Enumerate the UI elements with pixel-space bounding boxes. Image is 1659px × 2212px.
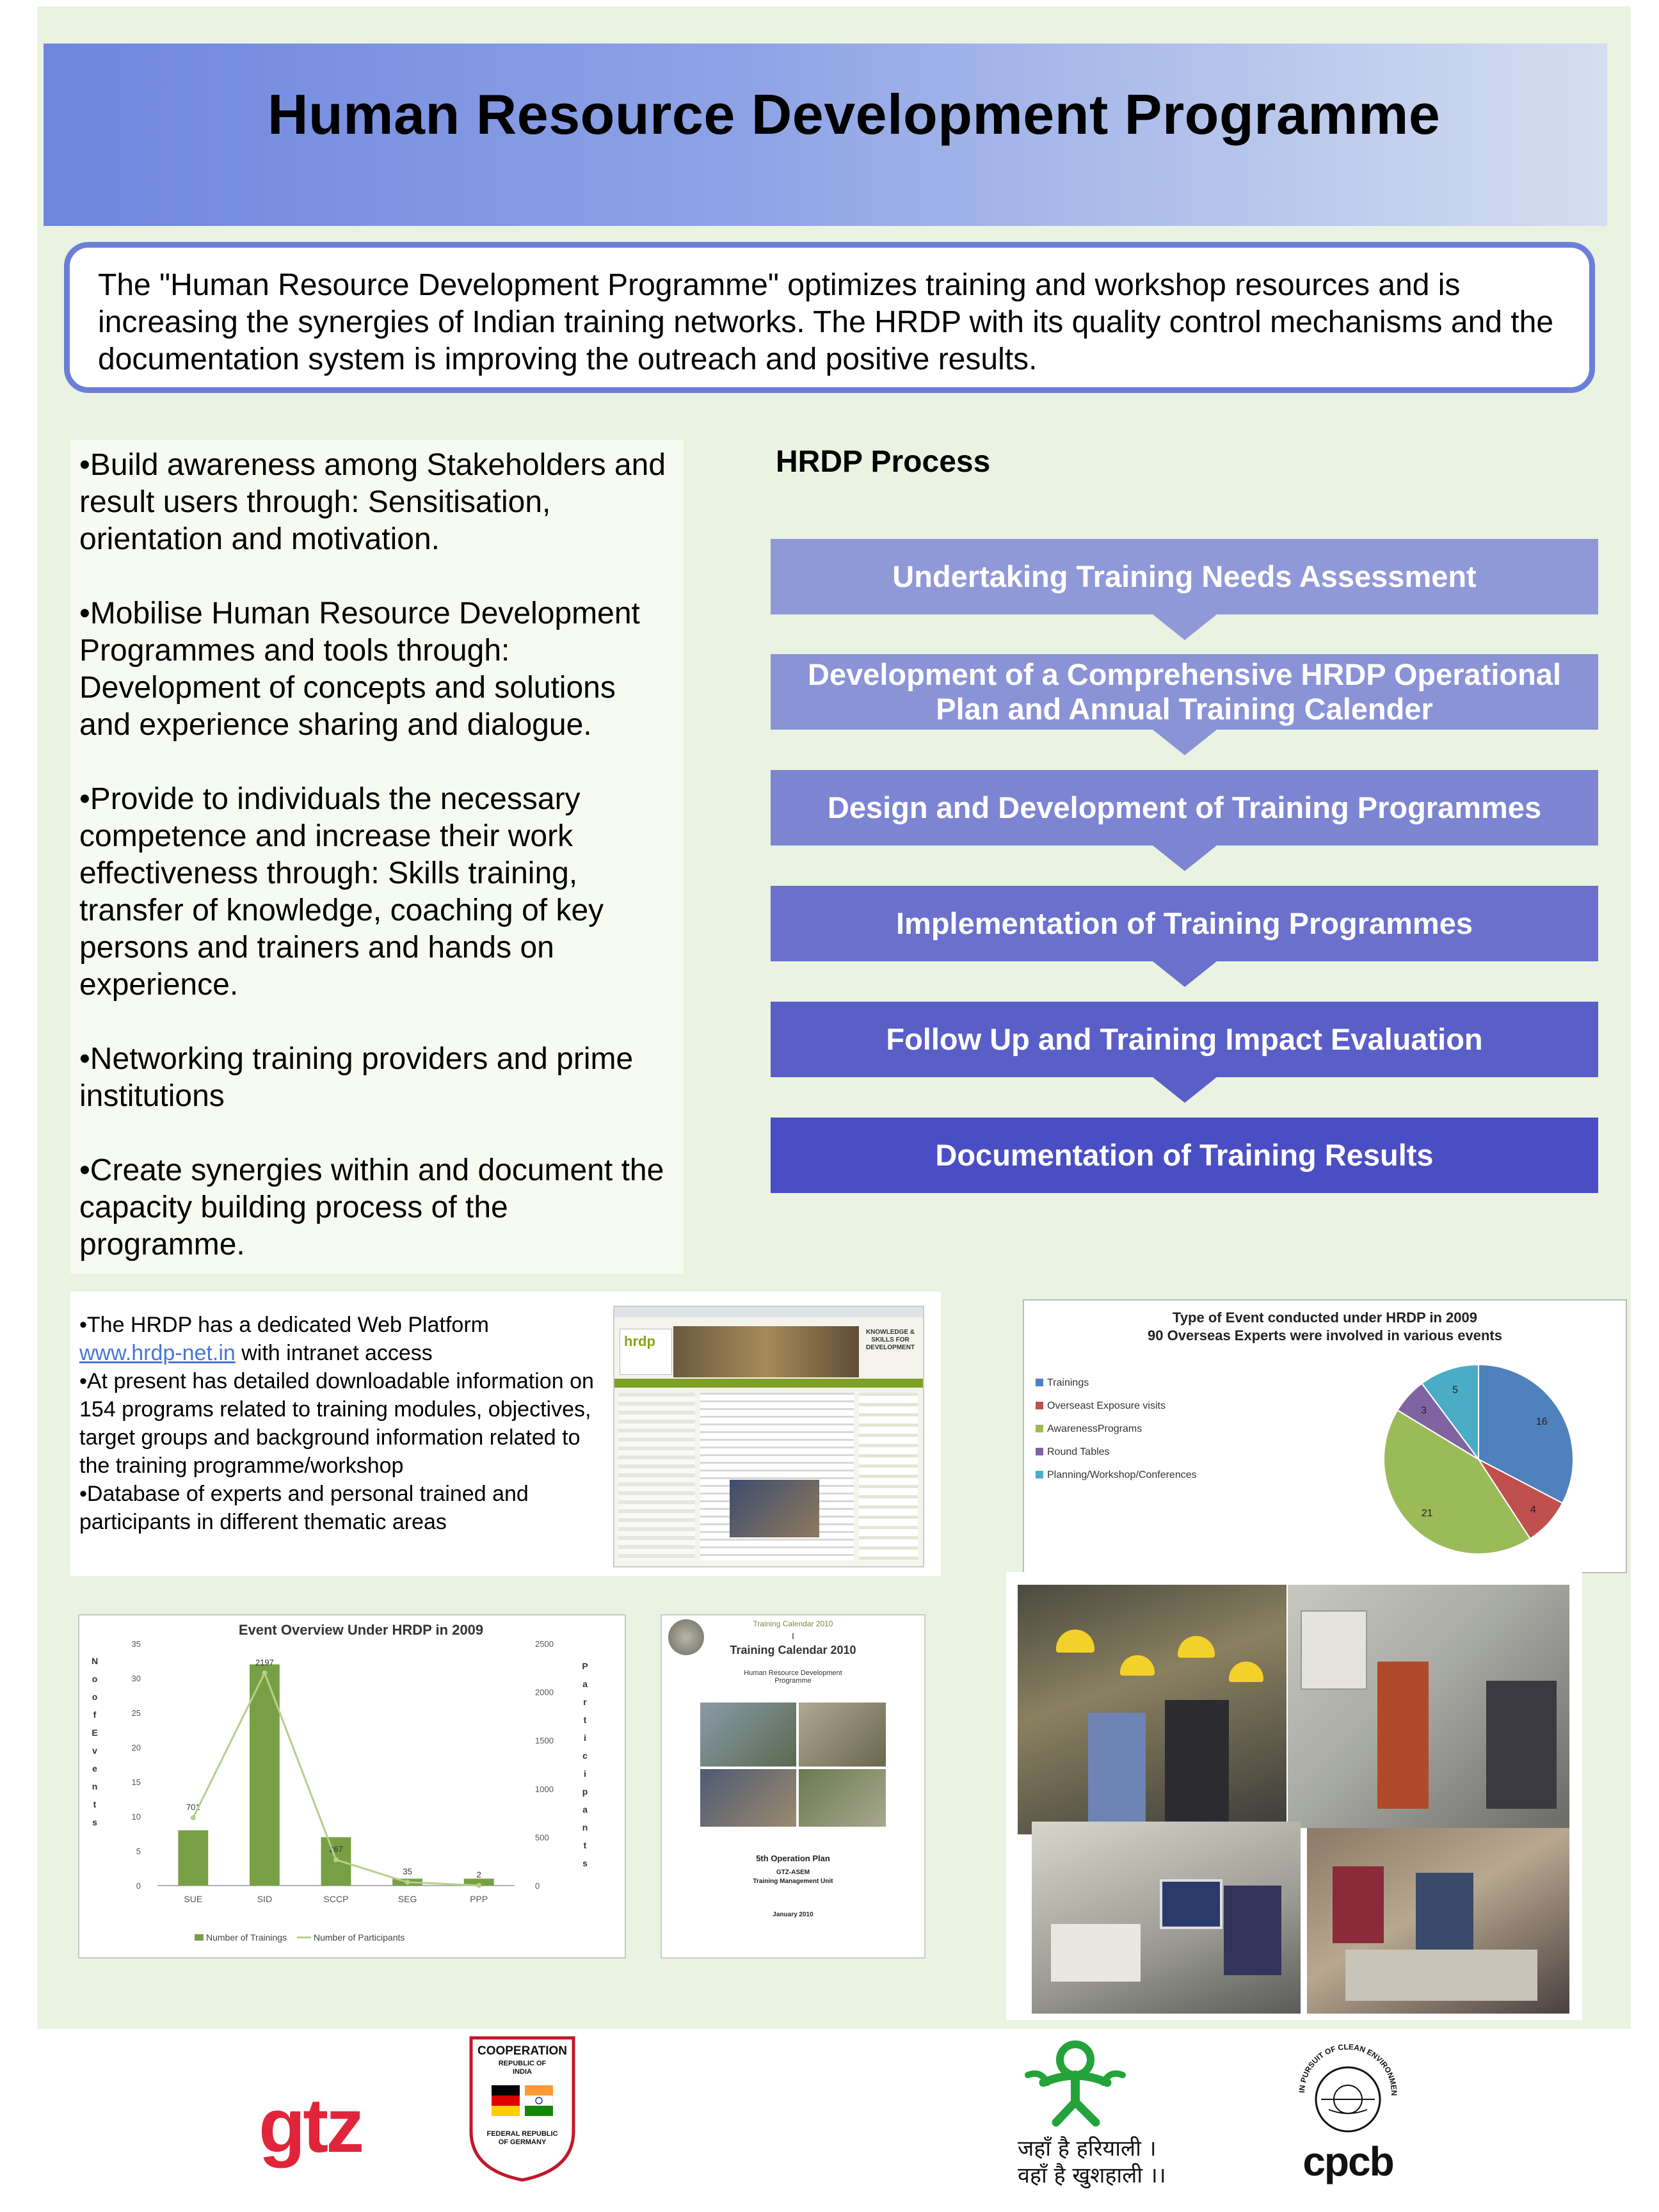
pie-chart-title: Type of Event conducted under HRDP in 2009 bbox=[1173, 1310, 1477, 1326]
y-axis-title-letter: v bbox=[92, 1745, 97, 1756]
y2-axis-title-letter: c bbox=[582, 1751, 588, 1761]
y-axis-title-letter: e bbox=[92, 1763, 97, 1774]
calendar-plan: 5th Operation Plan bbox=[756, 1854, 830, 1863]
web-line-2: with intranet access bbox=[235, 1341, 433, 1365]
calendar-unit-2: Training Management Unit bbox=[753, 1878, 833, 1885]
y-axis-title-letter: n bbox=[92, 1781, 98, 1791]
bar-chart-box bbox=[78, 1614, 626, 1959]
y-axis-title-letter: o bbox=[92, 1674, 98, 1684]
cooperation-country-2: FEDERAL REPUBLIC OF GERMANY bbox=[486, 2130, 558, 2146]
y-tick-label: 20 bbox=[131, 1743, 141, 1752]
line-point bbox=[262, 1671, 267, 1676]
process-step: Follow Up and Training Impact Evaluation bbox=[771, 1002, 1598, 1077]
legend-label: Number of Trainings bbox=[206, 1932, 287, 1943]
process-step: Development of a Comprehensive HRDP Operational Plan and Annual Training Calender bbox=[771, 654, 1598, 730]
y2-axis-title-letter: a bbox=[582, 1804, 588, 1815]
pie-legend-swatch bbox=[1036, 1448, 1043, 1455]
objective-item: •Create synergies within and document the capacity building process of the programme. bbox=[79, 1153, 664, 1262]
bar bbox=[178, 1831, 208, 1886]
pie-legend-label: Planning/Workshop/Conferences bbox=[1047, 1470, 1197, 1480]
calendar-header: Training Calendar 2010 bbox=[753, 1619, 833, 1628]
calendar-unit-1: GTZ-ASEM bbox=[776, 1869, 810, 1876]
pie-slice-label: 5 bbox=[1452, 1384, 1459, 1396]
pie-legend-swatch bbox=[1036, 1402, 1043, 1409]
pie-legend-swatch bbox=[1036, 1379, 1043, 1386]
y2-axis-title-letter: i bbox=[584, 1733, 586, 1743]
y2-tick-label: 500 bbox=[535, 1832, 549, 1843]
y2-axis-title-letter: s bbox=[582, 1858, 588, 1868]
y-axis-title-letter: o bbox=[92, 1692, 98, 1702]
y-axis-title-letter: t bbox=[93, 1799, 97, 1809]
y2-axis-title-letter: t bbox=[583, 1715, 587, 1725]
y-tick-label: 25 bbox=[131, 1708, 141, 1718]
website-logo: hrdp bbox=[624, 1333, 655, 1349]
x-tick-label: SCCP bbox=[323, 1894, 349, 1904]
process-arrow-icon bbox=[1153, 961, 1217, 987]
web-platform-box bbox=[70, 1292, 941, 1576]
bar-chart-title: Event Overview Under HRDP in 2009 bbox=[238, 1622, 484, 1638]
hindi-slogan-1: जहाँ है हरियाली । bbox=[1018, 2136, 1157, 2161]
calendar-photo bbox=[799, 1769, 886, 1827]
tree-figure-icon bbox=[1005, 2038, 1197, 2128]
data-label: 2 bbox=[476, 1870, 481, 1880]
web-platform-text bbox=[79, 1311, 604, 1536]
photo-computer-lab bbox=[1032, 1822, 1301, 2014]
pie-legend-swatch bbox=[1036, 1425, 1043, 1432]
y-axis-title-letter: N bbox=[91, 1656, 99, 1666]
pie-legend-label: Overseast Exposure visits bbox=[1047, 1400, 1166, 1411]
page-title: Human Resource Development Programme bbox=[268, 83, 1441, 146]
training-calendar-cover bbox=[661, 1614, 926, 1959]
objective-item: •Networking training providers and prime institutions bbox=[79, 1042, 634, 1113]
cooperation-country-1: REPUBLIC OF INDIA bbox=[498, 2060, 547, 2076]
calendar-photo bbox=[799, 1703, 886, 1767]
process-step: Implementation of Training Programmes bbox=[771, 886, 1598, 961]
gtz-logo: gtz bbox=[259, 2083, 362, 2168]
objective-item: •Provide to individuals the necessary competence and increase their work effectiveness through: Skills training, transfer of knowledge, coaching of key persons and trainers and hands on experience. bbox=[79, 782, 604, 1002]
pie-slice-label: 21 bbox=[1421, 1507, 1433, 1519]
calendar-date: January 2010 bbox=[773, 1911, 813, 1918]
process-title: HRDP Process bbox=[776, 445, 991, 479]
pie-chart bbox=[1024, 1301, 1626, 1572]
y2-tick-label: 2500 bbox=[535, 1639, 554, 1649]
y2-axis-title-letter: a bbox=[582, 1679, 588, 1689]
pie-chart-subtitle: 90 Overseas Experts were involved in various events bbox=[1148, 1327, 1502, 1343]
bar-chart bbox=[79, 1615, 625, 1957]
calendar-mark: I bbox=[792, 1631, 794, 1641]
calendar-subtitle: Human Resource Development Programme bbox=[744, 1669, 842, 1685]
y2-axis-title-letter: r bbox=[583, 1697, 587, 1707]
website-screenshot bbox=[613, 1306, 924, 1567]
intro-box: The "Human Resource Development Programme" optimizes training and workshop resources and is increasing the synergies of Indian training networks. The HRDP with its quality control mechanisms and the documentation system is improving the outreach and positive results. bbox=[64, 242, 1595, 393]
line-point bbox=[333, 1857, 339, 1863]
objective-item: •Build awareness among Stakeholders and result users through: Sensitisation, orientation and motivation. bbox=[79, 448, 666, 556]
line-point bbox=[405, 1880, 410, 1885]
cpcb-wordmark: cpcb bbox=[1302, 2138, 1393, 2184]
y-axis-title-letter: E bbox=[92, 1727, 98, 1738]
cpcb-logo bbox=[1290, 2042, 1406, 2189]
data-label: 35 bbox=[403, 1866, 412, 1877]
calendar-photo bbox=[700, 1703, 796, 1767]
process-arrow-icon bbox=[1153, 846, 1217, 871]
website-side-text: KNOWLEDGE & SKILLS FOR DEVELOPMENT bbox=[865, 1329, 915, 1351]
cooperation-title: COOPERATION bbox=[477, 2044, 568, 2058]
objectives-box bbox=[70, 440, 684, 1274]
line-point bbox=[476, 1883, 481, 1888]
cooperation-logo bbox=[469, 2035, 576, 2183]
y-tick-label: 5 bbox=[136, 1847, 141, 1856]
process-arrow-icon bbox=[1153, 614, 1217, 640]
y2-tick-label: 0 bbox=[535, 1881, 540, 1891]
y2-axis-title-letter: n bbox=[582, 1822, 588, 1832]
cpcb-ring-text: IN PURSUIT OF CLEAN ENVIRONMEN bbox=[1297, 2042, 1399, 2096]
y2-axis-title-letter: P bbox=[582, 1661, 588, 1671]
process-step: Undertaking Training Needs Assessment bbox=[771, 539, 1598, 614]
legend-swatch-bars bbox=[195, 1934, 204, 1941]
y2-axis-title-letter: p bbox=[582, 1786, 588, 1797]
y-tick-label: 15 bbox=[131, 1777, 141, 1787]
pie-legend-label: AwarenessPrograms bbox=[1047, 1423, 1142, 1434]
web-platform-link[interactable]: www.hrdp-net.in bbox=[79, 1341, 236, 1365]
y-axis-title-letter: f bbox=[93, 1710, 97, 1720]
x-tick-label: SID bbox=[257, 1894, 273, 1904]
data-label: 701 bbox=[186, 1802, 200, 1813]
y-axis-title-letter: s bbox=[92, 1817, 97, 1827]
line-point bbox=[191, 1815, 196, 1820]
data-label: 267 bbox=[329, 1844, 343, 1854]
y2-tick-label: 1000 bbox=[535, 1784, 554, 1794]
photo-laboratory bbox=[1288, 1585, 1569, 1828]
process-arrow-icon bbox=[1153, 730, 1217, 755]
x-tick-label: SUE bbox=[184, 1894, 203, 1904]
bar bbox=[250, 1664, 280, 1886]
photo-training-session bbox=[1018, 1585, 1286, 1834]
y2-tick-label: 2000 bbox=[535, 1687, 554, 1697]
y-tick-label: 30 bbox=[131, 1674, 141, 1683]
pie-slice-label: 4 bbox=[1530, 1504, 1536, 1516]
y2-axis-title-letter: t bbox=[583, 1840, 587, 1850]
pie-chart-box bbox=[1023, 1299, 1627, 1573]
pie-legend-label: Trainings bbox=[1047, 1377, 1089, 1388]
x-tick-label: SEG bbox=[397, 1894, 417, 1904]
web-line-3: •At present has detailed downloadable information on 154 programs related to training modules, objectives, target groups and background information related to the training programme/workshop bbox=[79, 1369, 594, 1478]
header-banner bbox=[44, 44, 1607, 226]
y-tick-label: 0 bbox=[136, 1881, 141, 1891]
calendar-photo bbox=[700, 1769, 796, 1827]
y2-tick-label: 1500 bbox=[535, 1736, 554, 1746]
objective-item: •Mobilise Human Resource Development Programmes and tools through: Development of concepts and solutions and experience sharing and dialogue. bbox=[79, 597, 640, 742]
calendar-title: Training Calendar 2010 bbox=[730, 1644, 856, 1656]
pie-legend-label: Round Tables bbox=[1047, 1447, 1110, 1457]
process-arrow-icon bbox=[1153, 1077, 1217, 1103]
y2-axis-title-letter: i bbox=[584, 1768, 586, 1779]
pie-slice-label: 3 bbox=[1421, 1405, 1427, 1416]
data-label: 2197 bbox=[255, 1657, 274, 1667]
pie-slice-label: 16 bbox=[1535, 1416, 1548, 1428]
pie-legend-swatch bbox=[1036, 1471, 1043, 1479]
x-tick-label: PPP bbox=[470, 1894, 488, 1904]
process-step: Documentation of Training Results bbox=[771, 1118, 1598, 1193]
y-tick-label: 35 bbox=[131, 1639, 141, 1649]
hindi-slogan-2: वहाँ है खुशहाली ।। bbox=[1018, 2163, 1166, 2188]
y-tick-label: 10 bbox=[131, 1812, 141, 1822]
web-line-4: •Database of experts and personal trained and participants in different thematic areas bbox=[79, 1482, 529, 1534]
photo-group-discussion bbox=[1307, 1828, 1569, 2014]
process-step: Design and Development of Training Programmes bbox=[771, 770, 1598, 846]
web-line-1: •The HRDP has a dedicated Web Platform bbox=[79, 1313, 489, 1337]
photo-collage bbox=[1006, 1572, 1582, 2020]
hariyali-logo bbox=[1005, 2038, 1197, 2188]
legend-label: Number of Participants bbox=[314, 1932, 405, 1943]
